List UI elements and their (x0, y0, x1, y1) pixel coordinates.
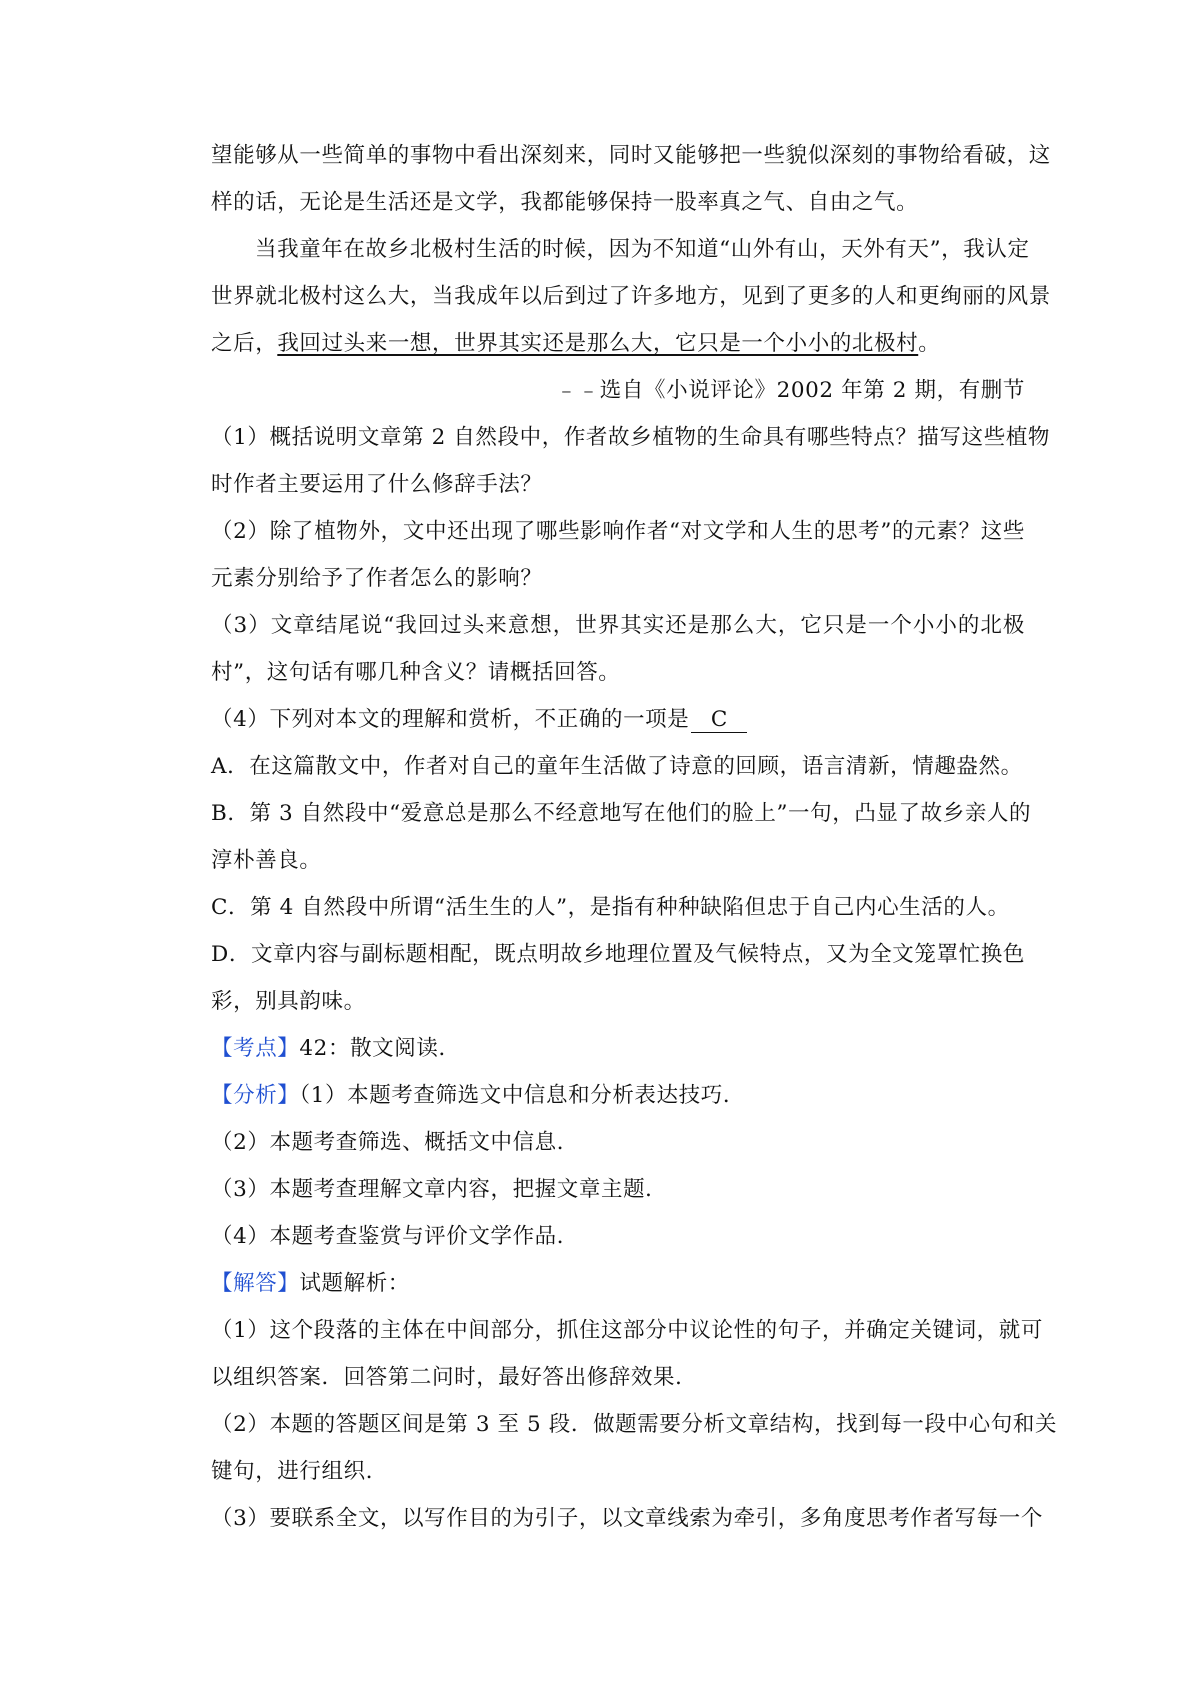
jieda-tag: 【解答】 (211, 1271, 300, 1296)
question-2-line1: （2）除了植物外，文中还出现了哪些影响作者“对文学和人生的思考”的元素？这些 (211, 519, 1025, 544)
option-a: A．在这篇散文中，作者对自己的童年生活做了诗意的回顾，语言清新，情趣盎然。 (211, 754, 1023, 779)
fenxi-item-3: （3）本题考查理解文章内容，把握文章主题． (211, 1177, 668, 1202)
question-3-line1: （3）文章结尾说“我回过头来意想，世界其实还是那么大，它只是一个小小的北极 (211, 613, 1025, 638)
question-1-line2: 时作者主要运用了什么修辞手法？ (211, 472, 543, 497)
answer-1-line2: 以组织答案．回答第二问时，最好答出修辞效果． (211, 1365, 698, 1390)
underlined-sentence: 我回过头来一想，世界其实还是那么大，它只是一个小小的北极村 (277, 331, 919, 356)
fenxi-text: （1）本题考查筛选文中信息和分析表达技巧． (299, 1083, 745, 1108)
passage-p2-line2: 世界就北极村这么大，当我成年以后到过了许多地方，见到了更多的人和更绚丽的风景 (211, 284, 1051, 309)
question-4-prompt: （4）下列对本文的理解和赏析，不正确的一项是 (211, 707, 690, 732)
fenxi-tag: 【分析】 (211, 1083, 300, 1108)
fenxi-item-4: （4）本题考查鉴赏与评价文学作品． (211, 1224, 579, 1249)
question-2-line2: 元素分别给予了作者怎么的影响？ (211, 566, 543, 591)
jieda-text: 试题解析： (299, 1271, 410, 1296)
answer-2-line1: （2）本题的答题区间是第 3 至 5 段．做题需要分析文章结构，找到每一段中心句和关 (211, 1412, 1058, 1437)
answer-2-line2: 键句，进行组织． (211, 1459, 388, 1484)
option-c: C．第 4 自然段中所谓“活生生的人”，是指有种种缺陷但忠于自己内心生活的人。 (211, 895, 1010, 920)
option-b-line2: 淳朴善良。 (211, 848, 322, 873)
fenxi-line (211, 1081, 1025, 1111)
passage-p2-line1: 当我童年在故乡北极村生活的时候，因为不知道“山外有山，天外有天”，我认定 (255, 237, 1030, 262)
question-3-line2: 村”，这句话有哪几种含义？请概括回答。 (211, 660, 621, 685)
passage-p1-line2: 样的话，无论是生活还是文学，我都能够保持一股率真之气、自由之气。 (211, 190, 919, 215)
question-1-line1: （1）概括说明文章第 2 自然段中，作者故乡植物的生命具有哪些特点？描写这些植物 (211, 425, 1051, 450)
option-d-line2: 彩，别具韵味。 (211, 989, 366, 1014)
answer-blank: C (691, 708, 747, 733)
passage-p2-line3 (211, 329, 1025, 359)
question-4 (211, 705, 1025, 735)
option-d-line1: D．文章内容与副标题相配，既点明故乡地理位置及气候特点，又为全文笼罩忙换色 (211, 942, 1025, 967)
fenxi-item-2: （2）本题考查筛选、概括文中信息． (211, 1130, 579, 1155)
kaodian-text: 42：散文阅读． (299, 1036, 461, 1061)
answer-3-line1: （3）要联系全文，以写作目的为引子，以文章线索为牵引，多角度思考作者写每一个 (211, 1506, 1043, 1531)
kaodian-tag: 【考点】 (211, 1036, 300, 1061)
kaodian-line (211, 1034, 1025, 1064)
passage-p2-line3-prefix: 之后， (211, 331, 278, 356)
passage-p2-line3-suffix: 。 (918, 331, 941, 356)
source-citation: ﹣﹣选自《小说评论》2002 年第 2 期，有删节 (555, 378, 1025, 403)
option-b-line1: B．第 3 自然段中“爱意总是那么不经意地写在他们的脸上”一句，凸显了故乡亲人的 (211, 801, 1032, 826)
passage-p1-line1: 望能够从一些简单的事物中看出深刻来，同时又能够把一些貌似深刻的事物给看破，这 (211, 143, 1051, 168)
jieda-line (211, 1269, 1025, 1299)
answer-1-line1: （1）这个段落的主体在中间部分，抓住这部分中议论性的句子，并确定关键词，就可 (211, 1318, 1043, 1343)
